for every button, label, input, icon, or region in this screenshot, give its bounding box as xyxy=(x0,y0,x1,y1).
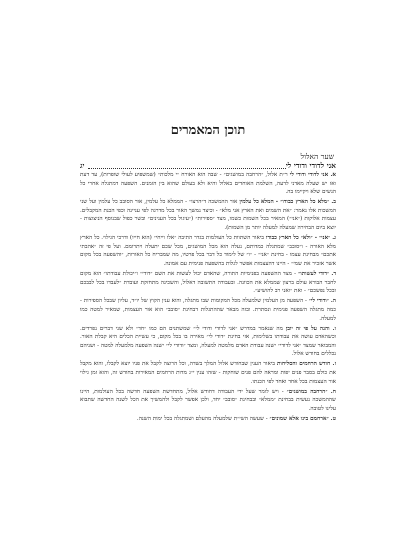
paragraph-label: ה. ״ודודי לי״ xyxy=(308,298,336,305)
paragraph-text: אור ההמשכה ד״הרצו״ - הממלא כל עלמין, אור הסובב כל עלמין ועל שני המשכות אלו נאמר: ״את השמים ואת הארץ אני מלא״ - וכיצד נמשך האור בכל מדרגה לפי עניינה וכפי הכנת המקבלים. עצמות אלוקות (״אני״) המאיר בכל השמות כשמו, מצד ״ספירות״ (״עיגול בכל הענינים״ ובשר כפול שבנוסף הניצוצות - יוצא ביום הבחירה שמעלה למעלה יותר מן השמות). xyxy=(80,199,336,232)
paragraph-label: ב. ״מלא כל הארץ כבודו״ - המלא כל עלמין xyxy=(239,199,336,206)
paragraph-text: מה שנאמר במדרש ״אני לדודי ודודי לי״ שמשתנים הם כמו ״חד״ ולא שני דברים נפרדים. וכשהאדם עושה את עבודתו בשלימות, אזי בחינת ״דודי לי״ מאירה בו בכל מקום, כי עשיית הכלים היא קבלת האור. והמבואר שמצד ״אני לדודי״ ישנה עבודת האדם מלמטה למעלה, ומצד ״ודודי לי״ ישנה השפעה מלמעלה למטה - ושניהם נכללים בחודש אלול. xyxy=(80,325,336,358)
paragraph-label: ט. ״ארחמם בינו אלא שמונים״ xyxy=(269,416,336,423)
paragraph xyxy=(80,234,336,268)
paragraph xyxy=(80,388,336,414)
toc-entry-title: אני לדודי ודודי לי xyxy=(285,161,336,170)
toc-entry-page: יג xyxy=(80,161,85,170)
paragraph xyxy=(80,297,336,323)
paragraph xyxy=(80,171,336,197)
paragraph-text: - מצד ההשפעה בפנימיות התורה, שהאדם יכול לעשות את השם ״דודי״ ו״יכולת עבודתו״ הוא מקום לחבר הבורא עולם ברצון שממלא את הכוונה. ובעבודה התשובה דאלול, והשכינה מתחזקת ועובדת ״לעבדו בכל לבבכם ובכל נפשכם״ - ואת ״ואני רב להושיע״. xyxy=(80,271,336,295)
paragraph-text: ביאור השתוות כל העולמות בגדר התיבה ״אלו וייחי״ (הוא חייו) ודרכי הגילוי. כל הארץ מלא האורה - ו״סובב״ שמתגלה כמדותם, נעלה הוא מכל המושגים, מכל שכם יתעלה ויתרומם. ועל פי זה ״אהבתי אתכם״ מבחינת עצמו - בחינת ״אני״ - ״ו״ של לימוד כל דבר בכל פרטיו, מה שמבריח כל האורות, ״והשפעה בכל מקום אשר אזכיר את שמי״ - היינו דהעצמות אפשר לגלות בהשפעה פנימית עם אמונה. xyxy=(80,235,336,267)
paragraph-label: ג. ״אני״ - ״ולא״ כל הארץ כבודו xyxy=(265,235,337,242)
toc-entry[interactable] xyxy=(80,161,336,171)
paragraph xyxy=(80,360,336,386)
paragraph xyxy=(80,270,336,296)
paragraph-label: ח. ״הרחבה במושגים״ xyxy=(286,388,336,395)
paragraph-text: - שעשה השי״ת שלמעלה מהעלם ושמתגלה בכל ימות השנה. xyxy=(136,416,268,423)
paragraph-label: א. אני לדודי ודודי לי xyxy=(289,172,336,178)
paragraph xyxy=(80,325,336,359)
paragraph-label: ו. והנה על פי זה יובן xyxy=(285,325,336,332)
paragraph-text: ביאור הענין שבחודש אלול המלך בשדה, וכל הרוצה לקבל את פניו יוצא לקבלו, והוא מקבל את כולם בסבר פנים יפות ומראה להם פנים שוחקות - שזהו ענין י״ג מדות הרחמים המאירות בחודש זה, והוא זמן גילוי אור העצמות בכל אחד ואחד לפי הכנתו. xyxy=(80,361,336,385)
paragraph-text: ר״ת אלול, ״הרחבה במושגים״ - שבה הוא האורח ״י מלכות״ (שמשפיע לעולי שופרות), עד דעת ואז יש שעלה מאדני לדעה, השלמת האוחדים באלול והיא ולא בעולם שהוא בין הזמנים. השפעה דמתגלה אחרי כל הנשים שלא ויקיימו בה. xyxy=(80,172,336,196)
body-text xyxy=(80,171,336,425)
paragraph-text: - ויש לומר שעל ידי העבודה דחודש אלול, מתחדשת השפעה חדשה בכל העולמות, היינו שההמשכה נעשית בבחינת ״ממלא״ ובבחינת ״סובב״ יחד, ולכן אפשר לקבל ולהמשיך את הכל לשנה החדשה שתבוא עלינו לטובה. xyxy=(80,388,336,412)
paragraph xyxy=(80,415,336,424)
section-heading: שער האלול xyxy=(300,152,334,161)
page-title: תוכן המאמרים xyxy=(170,123,246,138)
toc-leader-dots xyxy=(88,168,286,169)
paragraph-label: ד. ״דודי לעשותו״ xyxy=(298,271,337,278)
paragraph-text: - השפעה מן העלמין שלמעלה מכל המקומות שבו מתגלה, והוא ענין הקוץ של יו״ד, עליון שבכל הספירות - כמה מתגלה השפעה פנימית ונסתרת. ובזה מבאר שההתגלות דבחינת ״סובב״ הוא אור העצמות, שמאיר למטה כמו למעלה. xyxy=(80,298,336,322)
paragraph-label: ז. חודש הרחמים והסליחות xyxy=(277,361,337,368)
paragraph xyxy=(80,198,336,232)
